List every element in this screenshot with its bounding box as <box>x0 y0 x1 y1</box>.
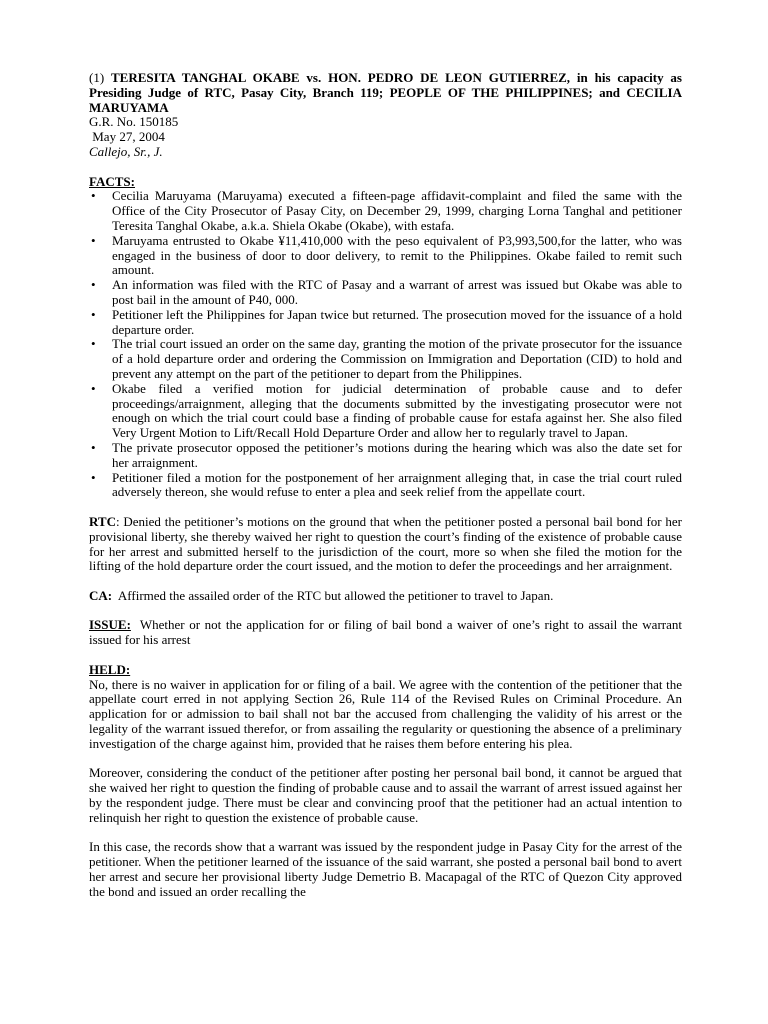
ca-label: CA: <box>89 587 113 603</box>
rtc-ruling <box>89 515 682 574</box>
facts-item: • Cecilia Maruyama (Maruyama) executed a fifteen-page affidavit-complaint and filed the same with the Office of the City Prosecutor of Pasay City, on December 29, 1999, charging Lorna Tanghal and petitioner Teresita Tanghal Okabe, a.k.a. Shiela Okabe (Okabe), with estafa. <box>112 189 682 233</box>
facts-item: • The trial court issued an order on the same day, granting the motion of the private prosecutor for the issuance of a hold departure order and ordering the Commission on Immigration and Deportation (CID) to hold and prevent any attempt on the part of the petitioner to depart from the Philippines. <box>112 337 682 381</box>
held-heading: HELD: <box>89 661 131 677</box>
issue <box>89 617 686 648</box>
facts-item: • Petitioner left the Philippines for Japan twice but returned. The prosecution moved for the issuance of a hold departure order. <box>112 308 682 338</box>
held-paragraph: In this case, the records show that a warrant was issued by the respondent judge in Pasay City for the arrest of the petitioner. When the petitioner learned of the issuance of the said warrant, she posted a personal bail bond to avert her arrest and secure her provisional liberty Judge Demetrio B. Macapagal of the RTC of Quezon City approved the bond and issued an order recalling the <box>89 839 682 899</box>
facts-item: • The private prosecutor opposed the petitioner’s motions during the hearing which was also the date set for her arraignment. <box>112 441 682 471</box>
facts-item: • An information was filed with the RTC of Pasay and a warrant of arrest was issued but Okabe was able to post bail in the amount of P40, 000. <box>112 278 682 308</box>
rtc-label: RTC <box>89 513 116 529</box>
held-paragraph: No, there is no waiver in application for or filing of a bail. We agree with the contention of the petitioner that the appellate court erred in not applying Section 26, Rule 114 of the Revised Rules on Criminal Procedure. An application for or admission to bail shall not bar the accused from challenging the validity of his arrest or the legality of the warrant issued therefor, or from assailing the regularity or questioning the absence of a preliminary investigation of the charge against him, provided that he raises them before entering his plea. <box>89 676 682 751</box>
issue-text: Whether or not the application for or filing of bail bond a waiver of one’s right to assail the warrant issued for his arrest <box>89 617 686 648</box>
ca-ruling <box>89 589 682 604</box>
spacer <box>89 500 682 515</box>
rtc-text: : Denied the petitioner’s motions on the ground that when the petitioner posted a personal bail bond for her provisional liberty, she thereby waived her right to question the court’s finding of the existence of probable cause for her arrest and submitted herself to the jurisdiction of the court, more so when she filed the motion for the lifting of the hold departure order the court issued, and the motion to defer the proceedings and her arraignment. <box>89 513 682 574</box>
case-title: TERESITA TANGHAL OKABE vs. HON. PEDRO DE LEON GUTIERREZ, in his capacity as Presiding Judge of RTC, Pasay City, Branch 119; PEOPLE OF THE PHILIPPINES; and CECILIA MARUYAMA <box>89 70 682 115</box>
spacer <box>89 826 682 841</box>
case-caption <box>89 71 682 115</box>
facts-item: • Okabe filed a verified motion for judicial determination of probable cause and to defer proceedings/arraignment, alleging that the documents submitted by the investigating prosecutor were not enough on which the trial court could base a finding of probable cause for estafa against her. She also filed Very Urgent Motion to Lift/Recall Hold Departure Order and allow her to regularly travel to Japan. <box>112 382 682 441</box>
spacer <box>89 160 682 175</box>
ponente: Callejo, Sr., J. <box>89 143 163 159</box>
facts-item: • Petitioner filed a motion for the postponement of her arraignment alleging that, in case the trial court ruled adversely thereon, she would refuse to enter a plea and seek relief from the appellate court. <box>112 471 682 501</box>
facts-item: • Maruyama entrusted to Okabe ¥11,410,000 with the peso equivalent of P3,993,500,for the latter, who was engaged in the business of door to door delivery, to remit to the Philippines. Okabe failed to remit such amount. <box>112 234 682 278</box>
ca-text: Affirmed the assailed order of the RTC but allowed the petitioner to travel to Japan. <box>112 587 554 603</box>
facts-list <box>89 189 682 500</box>
spacer <box>89 604 682 619</box>
held-paragraph: Moreover, considering the conduct of the petitioner after posting her personal bail bond, it cannot be argued that she waived her right to question the finding of probable cause and to assail the warrant of arrest issued against her by the respondent judge. There must be clear and convincing proof that the petitioner had an actual intention to relinquish her right to question the existence of probable cause. <box>89 765 682 825</box>
case-number: (1) <box>89 70 112 85</box>
spacer <box>89 648 682 663</box>
decision-date: May 27, 2004 <box>89 129 165 145</box>
spacer <box>89 752 682 767</box>
issue-label: ISSUE: <box>89 617 131 633</box>
gr-number: G.R. No. 150185 <box>89 114 179 130</box>
spacer <box>89 574 682 589</box>
facts-heading: FACTS: <box>89 173 135 189</box>
